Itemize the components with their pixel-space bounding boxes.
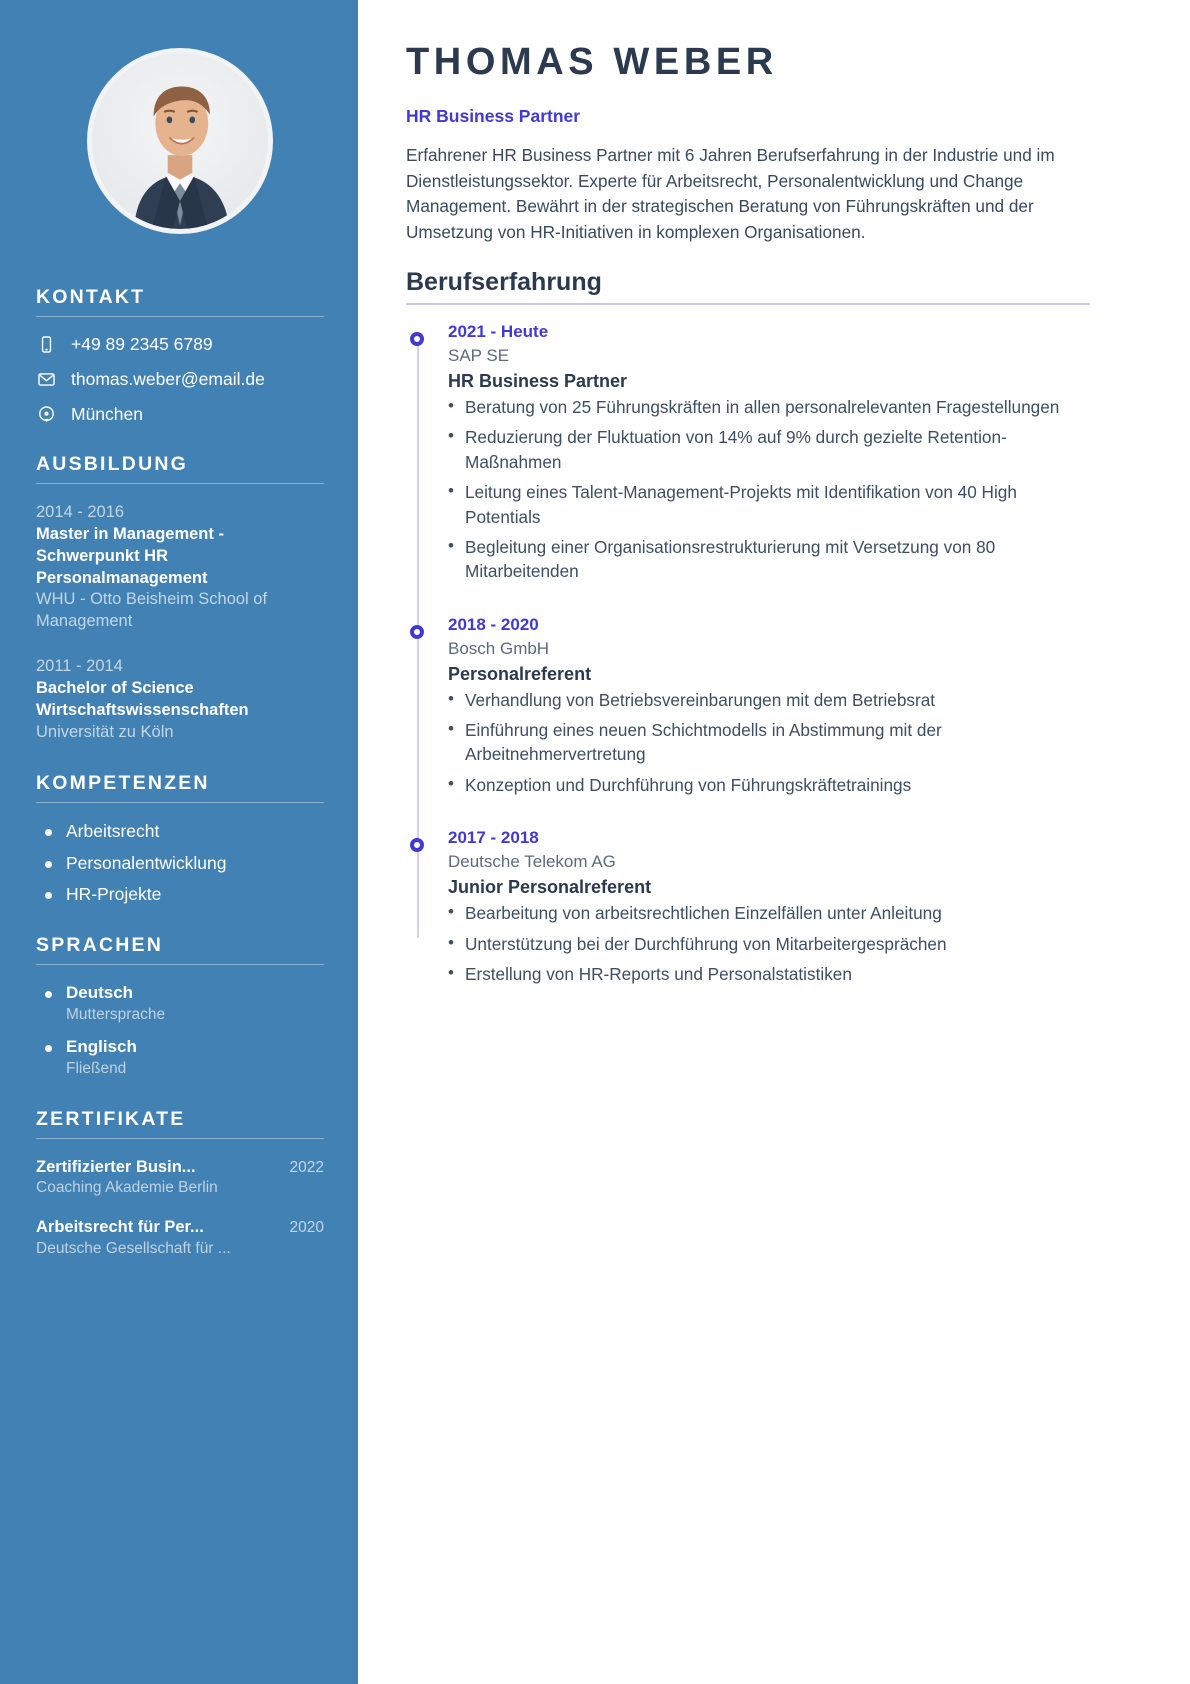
education-divider (36, 483, 324, 484)
email-value: thomas.weber@email.de (71, 369, 265, 389)
contact-divider (36, 316, 324, 317)
page-title: THOMAS WEBER (406, 41, 778, 83)
certificate-year: 2020 (289, 1219, 324, 1237)
bullet-dot-icon (45, 991, 52, 998)
experience-bullet: • Erstellung von HR-Reports und Personalstatistiken (448, 962, 1090, 986)
sidebar (0, 0, 358, 1684)
skills-heading: KOMPETENZEN (36, 771, 210, 794)
sidebar-section-education (36, 453, 324, 744)
bullet-dot-icon (45, 829, 52, 836)
language-name: Deutsch (66, 983, 134, 1003)
experience-title: HR Business Partner (448, 370, 628, 391)
avatar-container (36, 48, 324, 234)
skill-label: HR-Projekte (66, 884, 162, 905)
language-level: Muttersprache (66, 1006, 166, 1024)
experience-company: Bosch GmbH (448, 638, 550, 658)
experience-company: SAP SE (448, 345, 510, 365)
experience-title: Junior Personalreferent (448, 877, 652, 898)
education-item (36, 501, 324, 633)
languages-heading: SPRACHEN (36, 934, 164, 957)
certificate-item (36, 1156, 324, 1199)
experience-bullet: • Begleitung einer Organisationsrestrukturierung mit Versetzung von 80 Mitarbeitenden (448, 535, 1090, 584)
phone-value: +49 89 2345 6789 (71, 334, 213, 354)
experience-bullet: • Einführung eines neuen Schichtmodells in Abstimmung mit der Arbeitnehmervertretung (448, 718, 1090, 767)
sidebar-section-contact (36, 286, 324, 425)
experience-divider (406, 303, 1090, 305)
education-degree: Master in Management - Schwerpunkt HR Personalmanagement (36, 525, 224, 587)
sidebar-section-languages (36, 934, 324, 1080)
language-level: Fließend (66, 1059, 127, 1077)
skills-divider (36, 802, 324, 803)
location-pin-icon (36, 404, 57, 425)
certificates-divider (36, 1138, 324, 1139)
sidebar-section-certificates (36, 1108, 324, 1259)
experience-heading: Berufserfahrung (406, 267, 602, 296)
experience-bullets (448, 395, 1090, 584)
experience-bullet: • Unterstützung bei der Durchführung von Mitarbeitergesprächen (448, 932, 1090, 956)
skill-item (36, 852, 324, 875)
languages-divider (36, 964, 324, 965)
education-date: 2011 - 2014 (36, 657, 123, 676)
experience-timeline (406, 321, 1090, 986)
education-school: Universität zu Köln (36, 722, 174, 741)
experience-bullets (448, 688, 1090, 798)
contact-heading: KONTAKT (36, 286, 146, 308)
experience-bullets (448, 901, 1090, 986)
experience-bullet: • Reduzierung der Fluktuation von 14% auf 9% durch gezielte Retention-Maßnahmen (448, 425, 1090, 474)
education-degree: Bachelor of Science Wirtschaftswissenschaften (36, 679, 249, 720)
location-value: München (71, 404, 143, 424)
portrait-photo-icon (92, 53, 268, 229)
experience-item (448, 614, 1090, 798)
skill-label: Arbeitsrecht (66, 820, 160, 841)
certificate-item (36, 1216, 324, 1259)
job-role-subtitle: HR Business Partner (406, 105, 581, 126)
language-name: Englisch (66, 1036, 137, 1056)
language-item (36, 1036, 324, 1081)
contact-row-location (36, 404, 324, 425)
certificates-heading: ZERTIFIKATE (36, 1108, 186, 1131)
certificate-name: Zertifizierter Busin... (36, 1158, 196, 1177)
experience-bullet: • Leitung eines Talent-Management-Projekts mit Identifikation von 40 High Potentials (448, 480, 1090, 529)
experience-date: 2018 - 2020 (448, 614, 539, 634)
experience-date: 2017 - 2018 (448, 828, 539, 848)
certificate-org: Coaching Akademie Berlin (36, 1179, 218, 1197)
contact-row-email (36, 369, 324, 390)
experience-item (448, 827, 1090, 986)
envelope-icon (36, 369, 57, 390)
skill-label: Personalentwicklung (66, 852, 227, 873)
certificate-name: Arbeitsrecht für Per... (36, 1218, 204, 1237)
experience-item (448, 321, 1090, 584)
avatar (87, 48, 273, 234)
experience-company: Deutsche Telekom AG (448, 852, 616, 872)
phone-icon (36, 334, 57, 355)
education-school: WHU - Otto Beisheim School of Management (36, 590, 268, 631)
experience-bullet: • Beratung von 25 Führungskräften in allen personalrelevanten Fragestellungen (448, 395, 1090, 419)
language-item (36, 982, 324, 1027)
skill-item (36, 883, 324, 906)
skill-item (36, 820, 324, 843)
profile-summary: Erfahrener HR Business Partner mit 6 Jahren Berufserfahrung in der Industrie und im Dienstleistungssektor. Experte für Arbeitsrecht, Personalentwicklung und Change Management. Bewährt in der strategischen Beratung von Führungskräften und der Umsetzung von HR-Initiativen in komplexen Organisationen. (406, 144, 1055, 243)
bullet-dot-icon (45, 1045, 52, 1052)
contact-row-phone (36, 334, 324, 355)
timeline-marker-icon (410, 625, 424, 639)
bullet-dot-icon (45, 861, 52, 868)
education-item (36, 655, 324, 744)
experience-bullet: • Konzeption und Durchführung von Führungskräftetrainings (448, 773, 1090, 797)
main-content (358, 0, 1190, 1684)
education-heading: AUSBILDUNG (36, 453, 188, 475)
certificate-org: Deutsche Gesellschaft für ... (36, 1239, 231, 1257)
experience-bullet: • Bearbeitung von arbeitsrechtlichen Einzelfällen unter Anleitung (448, 901, 1090, 925)
bullet-dot-icon (45, 892, 52, 899)
timeline-marker-icon (410, 332, 424, 346)
education-date: 2014 - 2016 (36, 503, 125, 521)
experience-bullet: • Verhandlung von Betriebsvereinbarungen mit dem Betriebsrat (448, 688, 1090, 712)
sidebar-section-skills (36, 772, 324, 906)
experience-date: 2021 - Heute (448, 321, 549, 341)
certificate-year: 2022 (289, 1159, 324, 1177)
timeline-marker-icon (410, 838, 424, 852)
experience-title: Personalreferent (448, 663, 592, 684)
